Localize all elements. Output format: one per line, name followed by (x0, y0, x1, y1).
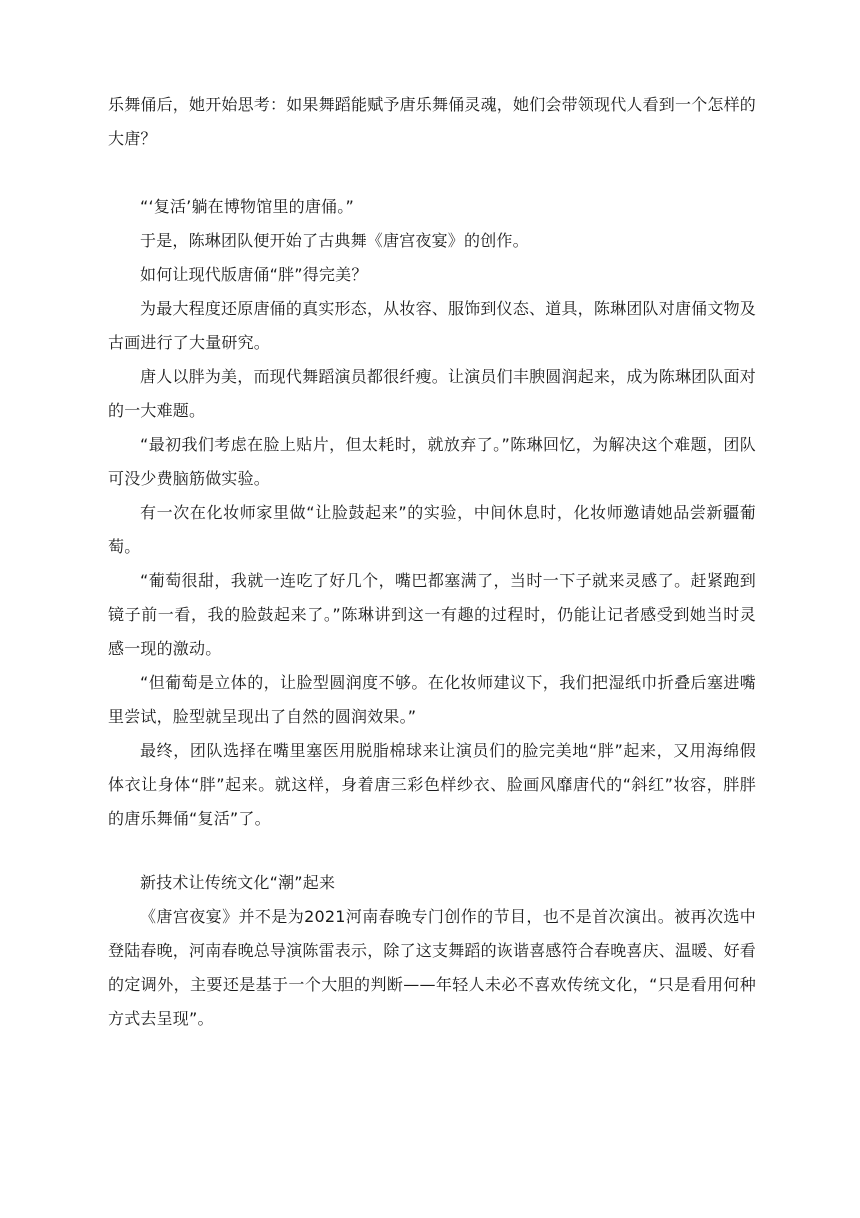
blank-line (108, 836, 756, 866)
paragraph: 唐人以胖为美，而现代舞蹈演员都很纤瘦。让演员们丰腴圆润起来，成为陈琳团队面对的一大难题。 (108, 367, 756, 420)
paragraph: 《唐宫夜宴》并不是为2021河南春晚专门创作的节目，也不是首次演出。被再次选中登陆春晚，河南春晚总导演陈雷表示，除了这支舞蹈的诙谐喜感符合春晚喜庆、温暖、好看的定调外，主要还是基于一个大胆的判断——年轻人未必不喜欢传统文化，“只是看用何种方式去呈现”。 (108, 907, 757, 1028)
paragraph: “但葡萄是立体的，让脸型圆润度不够。在化妆师建议下，我们把湿纸巾折叠后塞进嘴里尝试，脸型就呈现出了自然的圆润效果。” (108, 673, 756, 726)
paragraph: 如何让现代版唐俑“胖”得完美？ (140, 265, 368, 284)
paragraph: 于是，陈琳团队便开始了古典舞《唐宫夜宴》的创作。 (140, 231, 529, 250)
paragraph: 为最大程度还原唐俑的真实形态，从妆容、服饰到仪态、道具，陈琳团队对唐俑文物及古画进行了大量研究。 (108, 299, 756, 352)
paragraph: 乐舞俑后，她开始思考：如果舞蹈能赋予唐乐舞俑灵魂，她们会带领现代人看到一个怎样的大唐？ (108, 95, 757, 148)
paragraph: 最终，团队选择在嘴里塞医用脱脂棉球来让演员们的脸完美地“胖”起来，又用海绵假体衣让身体“胖”起来。就这样，身着唐三彩色样纱衣、脸画风靡唐代的“斜红”妆容，胖胖的唐乐舞俑“复活”了。 (108, 741, 756, 828)
paragraph: “葡萄很甜，我就一连吃了好几个，嘴巴都塞满了，当时一下子就来灵感了。赶紧跑到镜子前一看，我的脸鼓起来了。”陈琳讲到这一有趣的过程时，仍能让记者感受到她当时灵感一现的激动。 (108, 571, 756, 658)
paragraph: 有一次在化妆师家里做“让脸鼓起来”的实验，中间休息时，化妆师邀请她品尝新疆葡萄。 (108, 503, 756, 556)
blank-line (108, 156, 756, 190)
quote-heading: “‘复活’躺在博物馆里的唐俑。” (140, 197, 354, 216)
section-heading: 新技术让传统文化“潮”起来 (140, 873, 336, 892)
paragraph: “最初我们考虑在脸上贴片，但太耗时，就放弃了。”陈琳回忆，为解决这个难题，团队可没少费脑筋做实验。 (108, 435, 756, 488)
document-page (108, 88, 756, 1036)
